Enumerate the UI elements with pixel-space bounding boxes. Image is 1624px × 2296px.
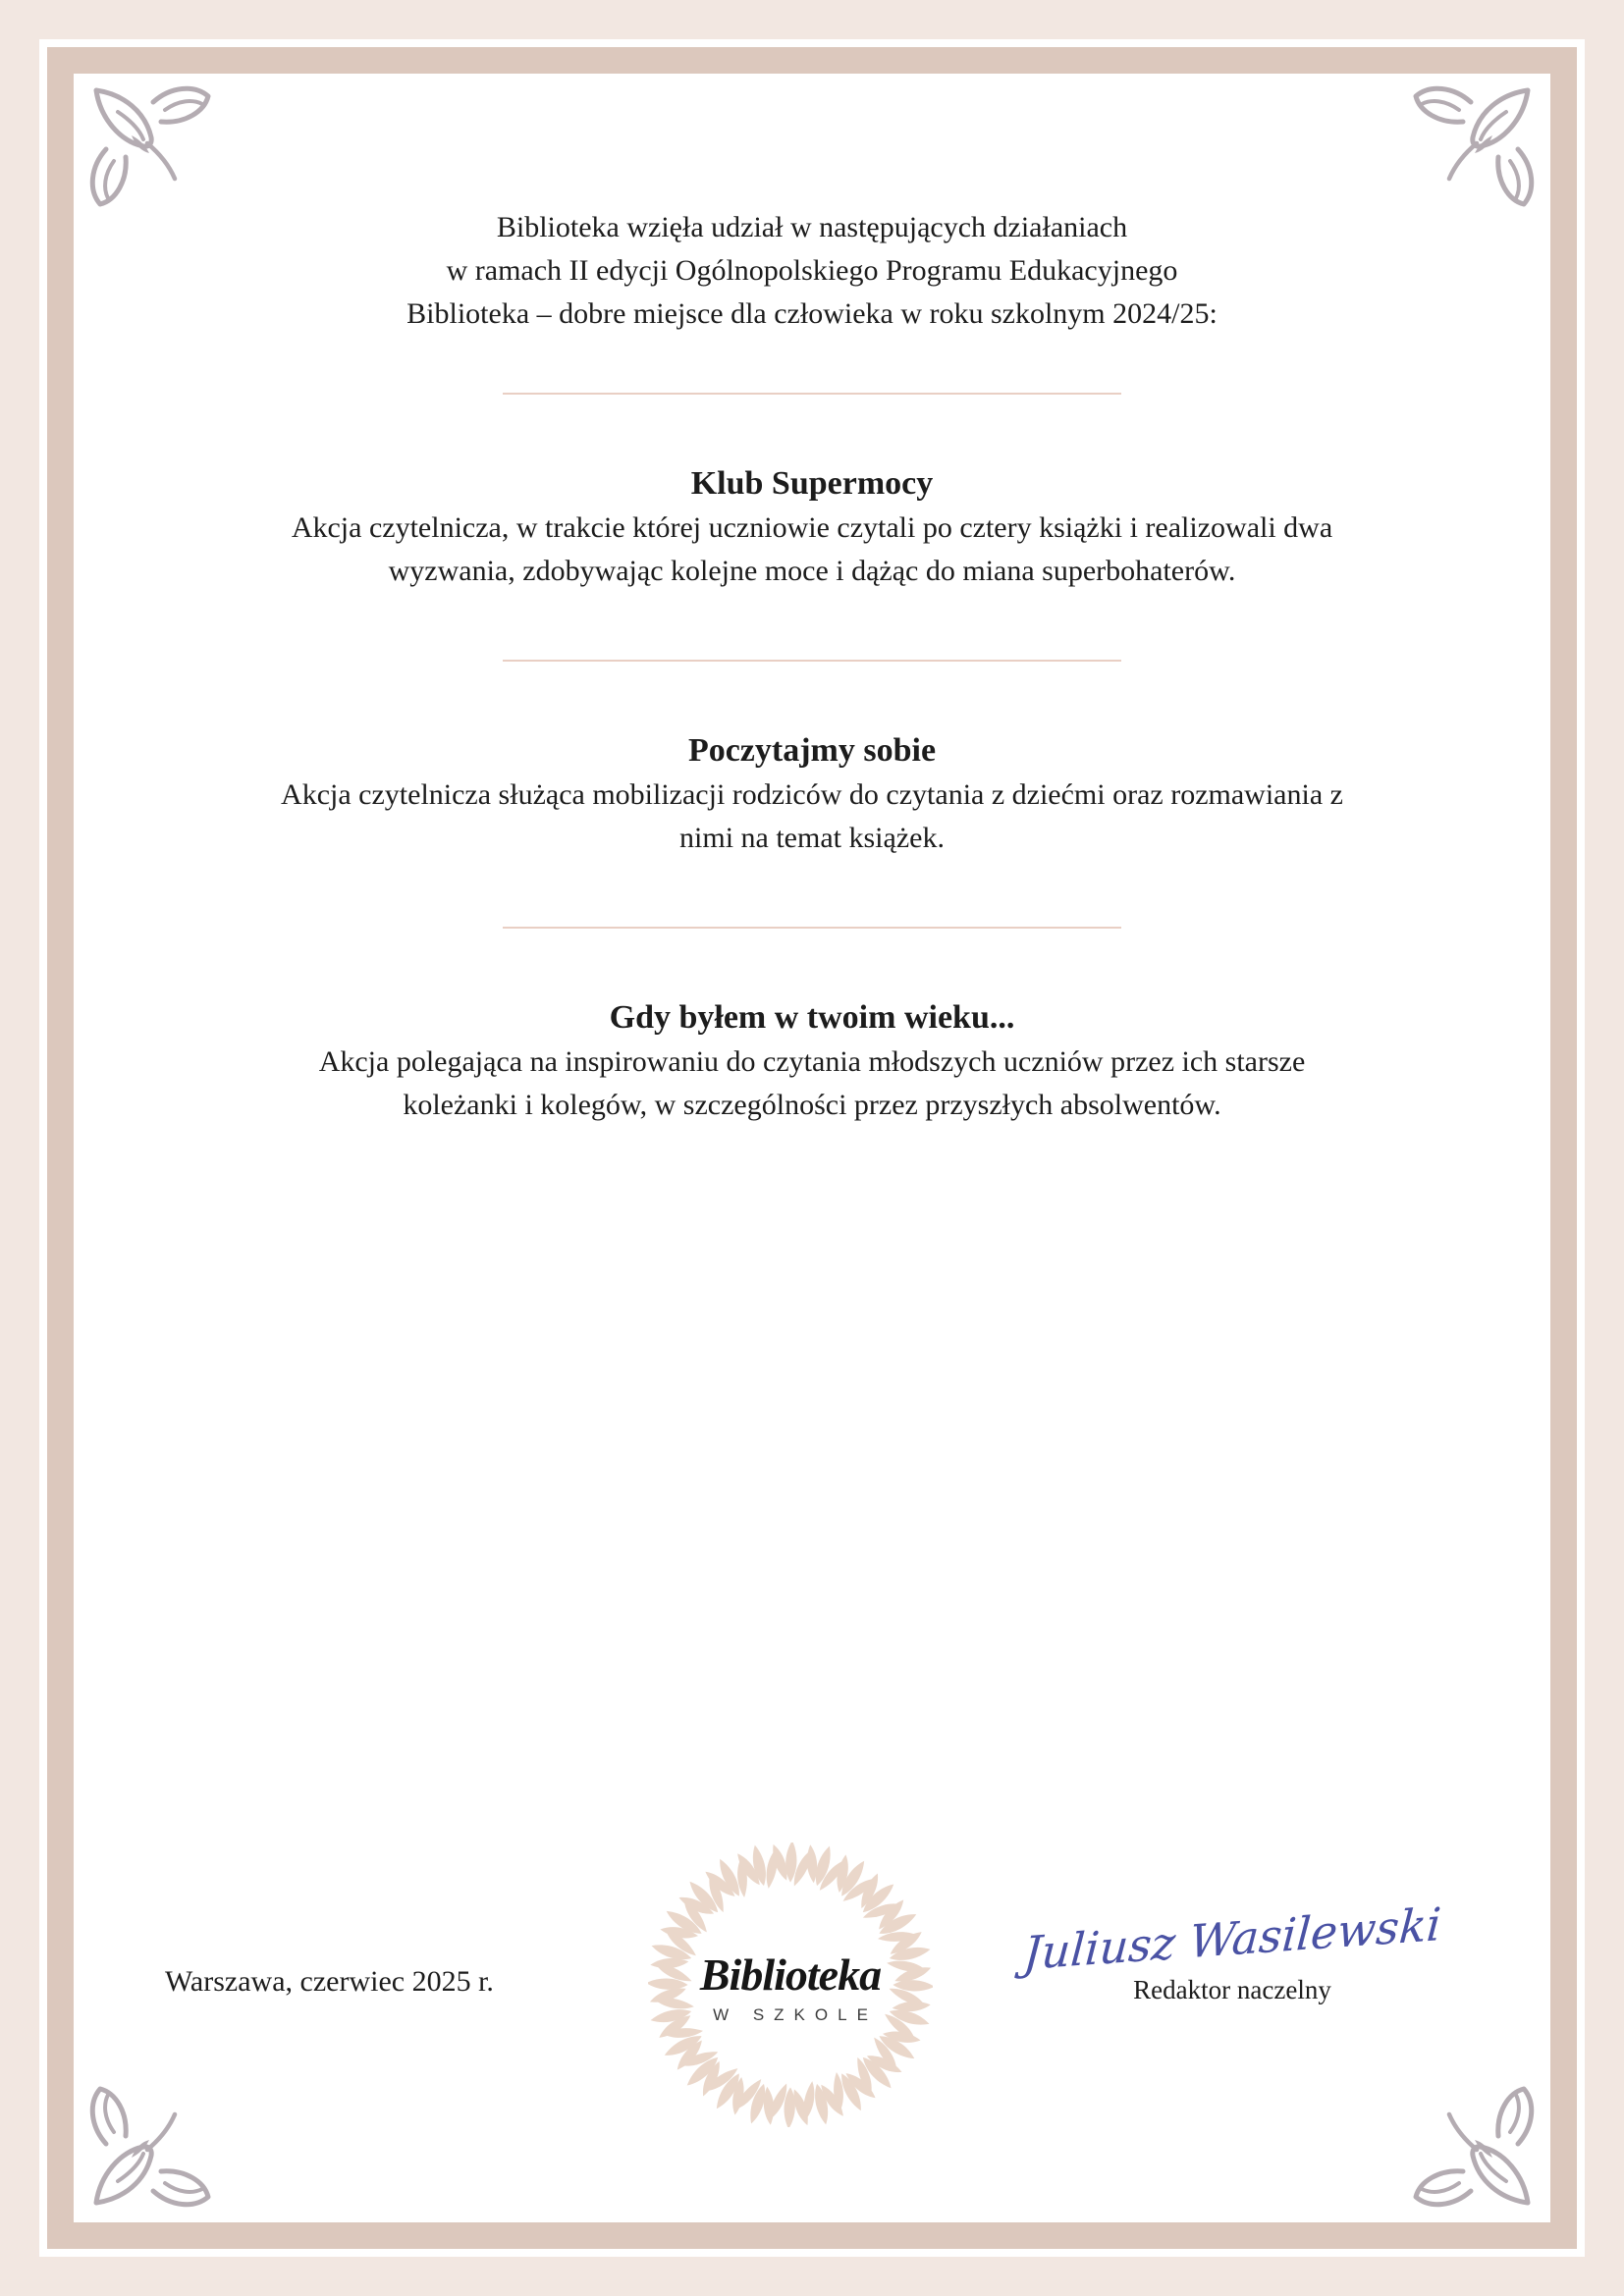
section-separator <box>503 660 1121 662</box>
signature-block <box>977 1896 1488 2005</box>
intro-line: Biblioteka – dobre miejsce dla człowieka w roku szkolnym 2024/25: <box>406 297 1218 330</box>
section-body-line: nimi na temat książek. <box>679 822 945 854</box>
section-body-line: Akcja polegająca na inspirowaniu do czytania młodszych uczniów przez ich starsze <box>318 1045 1306 1078</box>
intro-line: Biblioteka wzięła udział w następujących działaniach <box>496 211 1128 243</box>
place-date: Warszawa, czerwiec 2025 r. <box>165 1965 494 1998</box>
section-title: Poczytajmy sobie <box>687 732 937 769</box>
corner-flourish-icon <box>88 84 216 212</box>
section-body-line: koleżanki i kolegów, w szczególności przez przyszłych absolwentów. <box>403 1089 1221 1121</box>
section-separator <box>503 927 1121 929</box>
section-poczytajmy-sobie <box>0 728 1624 860</box>
section-gdy-bylem-w-twoim-wieku <box>0 995 1624 1127</box>
section-body-line: wyzwania, zdobywając kolejne moce i dążąc do miana superbohaterów. <box>388 555 1236 587</box>
section-title: Klub Supermocy <box>690 465 934 502</box>
signature-role: Redaktor naczelny <box>1133 1975 1331 2004</box>
section-body-line: Akcja czytelnicza, w trakcie której uczniowie czytali po cztery książki i realizowali dwa <box>291 511 1333 544</box>
section-klub-supermocy <box>0 461 1624 593</box>
section-title: Gdy byłem w twoim wieku... <box>609 999 1015 1036</box>
corner-flourish-icon <box>88 2081 216 2209</box>
section-body-line: Akcja czytelnicza służąca mobilizacji rodziców do czytania z dziećmi oraz rozmawiania z <box>281 778 1343 811</box>
publisher-logo-subtitle: W SZKOLE <box>713 2005 878 2024</box>
intro-line: w ramach II edycji Ogólnopolskiego Programu Edukacyjnego <box>446 254 1178 287</box>
publisher-logo-title: Biblioteka <box>699 1949 882 2000</box>
intro-paragraph <box>0 206 1624 336</box>
corner-flourish-icon <box>1408 2081 1536 2209</box>
handwritten-signature: Juliusz Wasilewski <box>1021 1896 1443 1981</box>
section-separator <box>503 393 1121 395</box>
corner-flourish-icon <box>1408 84 1536 212</box>
